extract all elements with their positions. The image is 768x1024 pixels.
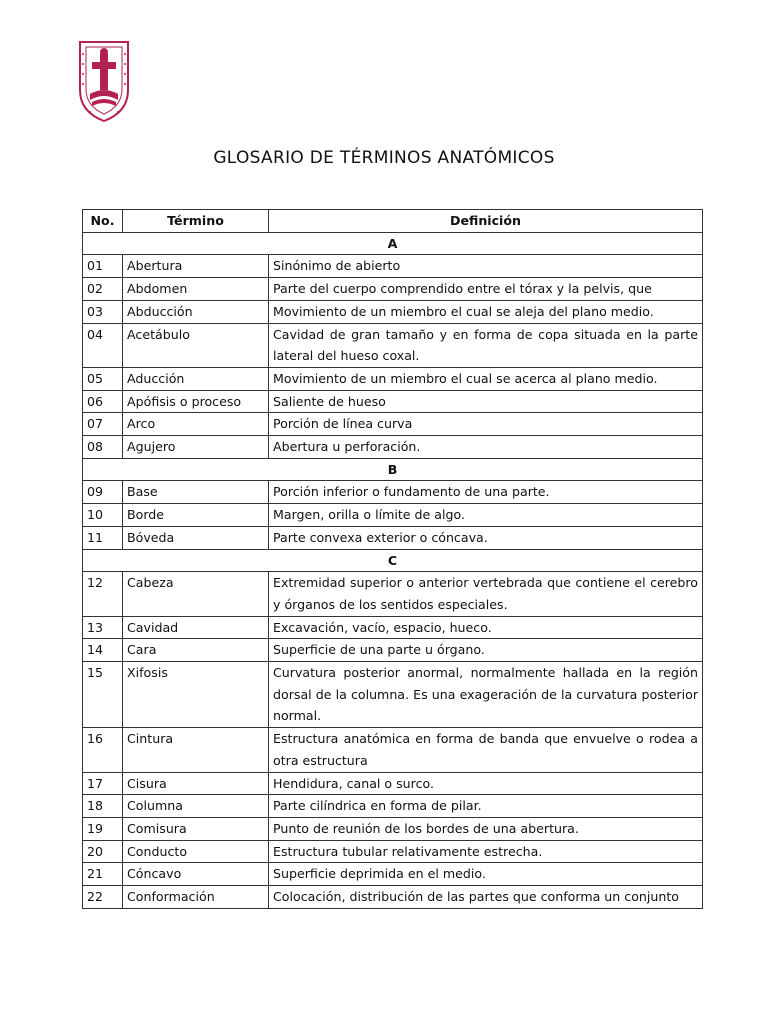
document-title: GLOSARIO DE TÉRMINOS ANATÓMICOS bbox=[213, 148, 555, 168]
row-definition: Superficie deprimida en el medio. bbox=[269, 863, 703, 886]
table-row bbox=[83, 255, 703, 278]
row-number: 10 bbox=[83, 504, 123, 527]
table-row bbox=[83, 436, 703, 459]
row-definition: Hendidura, canal o surco. bbox=[269, 772, 703, 795]
university-seal-logo bbox=[76, 34, 132, 124]
row-term: Apófisis o proceso bbox=[123, 390, 269, 413]
row-number: 21 bbox=[83, 863, 123, 886]
row-term: Xifosis bbox=[123, 662, 269, 728]
table-row bbox=[83, 390, 703, 413]
table-row bbox=[83, 481, 703, 504]
row-definition: Cavidad de gran tamaño y en forma de copa situada en la parte lateral del hueso coxal. bbox=[269, 323, 703, 367]
row-definition: Movimiento de un miembro el cual se aleja del plano medio. bbox=[269, 300, 703, 323]
section-letter: B bbox=[83, 458, 703, 481]
row-number: 01 bbox=[83, 255, 123, 278]
table-row bbox=[83, 863, 703, 886]
row-term: Conformación bbox=[123, 886, 269, 909]
row-number: 04 bbox=[83, 323, 123, 367]
row-definition: Parte cilíndrica en forma de pilar. bbox=[269, 795, 703, 818]
table-row bbox=[83, 278, 703, 301]
table-row bbox=[83, 840, 703, 863]
row-number: 17 bbox=[83, 772, 123, 795]
table-row bbox=[83, 886, 703, 909]
row-number: 15 bbox=[83, 662, 123, 728]
table-row bbox=[83, 662, 703, 728]
table-row bbox=[83, 413, 703, 436]
row-term: Abertura bbox=[123, 255, 269, 278]
row-term: Cisura bbox=[123, 772, 269, 795]
row-term: Acetábulo bbox=[123, 323, 269, 367]
row-number: 03 bbox=[83, 300, 123, 323]
row-definition: Excavación, vacío, espacio, hueco. bbox=[269, 616, 703, 639]
row-number: 02 bbox=[83, 278, 123, 301]
row-term: Arco bbox=[123, 413, 269, 436]
row-definition: Margen, orilla o límite de algo. bbox=[269, 504, 703, 527]
row-definition: Movimiento de un miembro el cual se acerca al plano medio. bbox=[269, 367, 703, 390]
section-letter: C bbox=[83, 549, 703, 572]
header-term: Término bbox=[123, 210, 269, 233]
row-number: 12 bbox=[83, 572, 123, 616]
row-term: Abdomen bbox=[123, 278, 269, 301]
table-row bbox=[83, 300, 703, 323]
table-row bbox=[83, 572, 703, 616]
row-definition: Colocación, distribución de las partes que conforma un conjunto bbox=[269, 886, 703, 909]
row-definition: Saliente de hueso bbox=[269, 390, 703, 413]
row-number: 08 bbox=[83, 436, 123, 459]
table-row bbox=[83, 526, 703, 549]
row-term: Agujero bbox=[123, 436, 269, 459]
section-row-c bbox=[83, 549, 703, 572]
table-header-row bbox=[83, 210, 703, 233]
row-term: Cara bbox=[123, 639, 269, 662]
table-row bbox=[83, 795, 703, 818]
header-no: No. bbox=[83, 210, 123, 233]
table-row bbox=[83, 616, 703, 639]
row-definition: Porción de línea curva bbox=[269, 413, 703, 436]
row-term: Columna bbox=[123, 795, 269, 818]
row-term: Cavidad bbox=[123, 616, 269, 639]
section-row-b bbox=[83, 458, 703, 481]
row-number: 13 bbox=[83, 616, 123, 639]
table-row bbox=[83, 504, 703, 527]
row-term: Conducto bbox=[123, 840, 269, 863]
row-term: Borde bbox=[123, 504, 269, 527]
row-definition: Parte convexa exterior o cóncava. bbox=[269, 526, 703, 549]
glossary-table bbox=[82, 209, 703, 909]
glossary-body bbox=[83, 232, 703, 908]
row-definition: Abertura u perforación. bbox=[269, 436, 703, 459]
row-number: 20 bbox=[83, 840, 123, 863]
row-number: 22 bbox=[83, 886, 123, 909]
row-term: Aducción bbox=[123, 367, 269, 390]
table-row bbox=[83, 817, 703, 840]
row-definition: Sinónimo de abierto bbox=[269, 255, 703, 278]
row-definition: Estructura tubular relativamente estrecha. bbox=[269, 840, 703, 863]
row-definition: Parte del cuerpo comprendido entre el tórax y la pelvis, que bbox=[269, 278, 703, 301]
row-number: 06 bbox=[83, 390, 123, 413]
row-term: Abducción bbox=[123, 300, 269, 323]
row-term: Cóncavo bbox=[123, 863, 269, 886]
row-number: 19 bbox=[83, 817, 123, 840]
row-definition: Estructura anatómica en forma de banda que envuelve o rodea a otra estructura bbox=[269, 728, 703, 772]
row-term: Base bbox=[123, 481, 269, 504]
seal-emblem-icon bbox=[76, 34, 132, 124]
row-definition: Extremidad superior o anterior vertebrada que contiene el cerebro y órganos de los sentidos especiales. bbox=[269, 572, 703, 616]
row-definition: Porción inferior o fundamento de una parte. bbox=[269, 481, 703, 504]
row-number: 09 bbox=[83, 481, 123, 504]
section-letter: A bbox=[83, 232, 703, 255]
row-number: 14 bbox=[83, 639, 123, 662]
header-definition: Definición bbox=[269, 210, 703, 233]
row-number: 16 bbox=[83, 728, 123, 772]
row-definition: Curvatura posterior anormal, normalmente hallada en la región dorsal de la columna. Es una exageración de la curvatura posterior normal. bbox=[269, 662, 703, 728]
row-term: Bóveda bbox=[123, 526, 269, 549]
row-term: Comisura bbox=[123, 817, 269, 840]
row-term: Cintura bbox=[123, 728, 269, 772]
row-definition: Punto de reunión de los bordes de una abertura. bbox=[269, 817, 703, 840]
row-term: Cabeza bbox=[123, 572, 269, 616]
section-row-a bbox=[83, 232, 703, 255]
table-row bbox=[83, 639, 703, 662]
row-number: 05 bbox=[83, 367, 123, 390]
row-number: 18 bbox=[83, 795, 123, 818]
table-row bbox=[83, 728, 703, 772]
row-number: 07 bbox=[83, 413, 123, 436]
row-number: 11 bbox=[83, 526, 123, 549]
row-definition: Superficie de una parte u órgano. bbox=[269, 639, 703, 662]
table-row bbox=[83, 772, 703, 795]
table-row bbox=[83, 367, 703, 390]
table-row bbox=[83, 323, 703, 367]
